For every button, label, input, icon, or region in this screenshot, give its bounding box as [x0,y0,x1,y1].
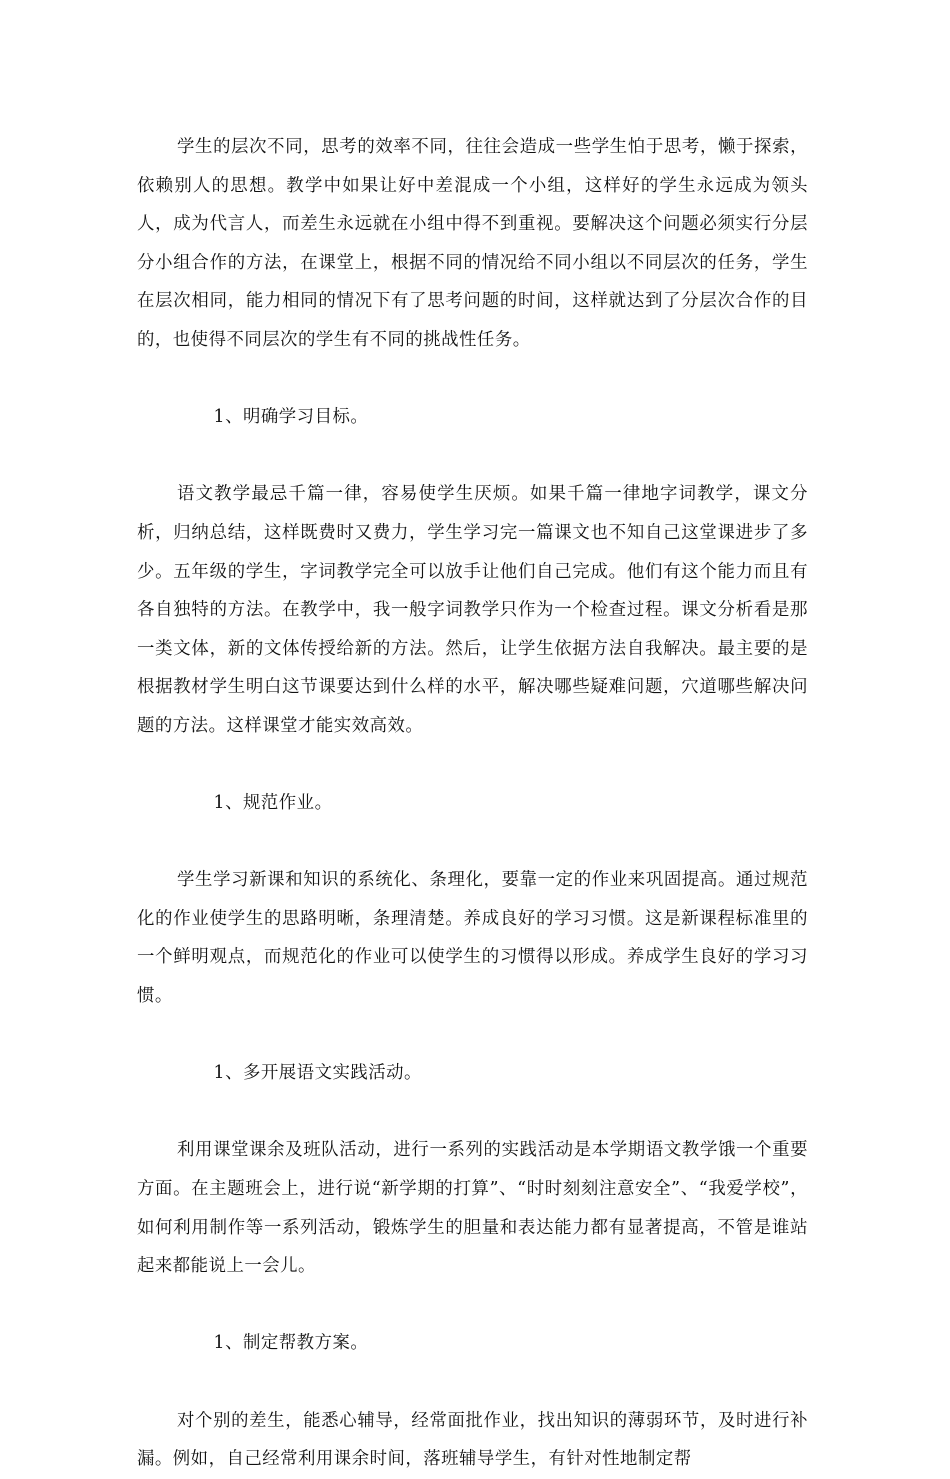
heading-clear-learning-goals: 1、明确学习目标。 [213,407,369,428]
heading-tutoring-plan: 1、制定帮教方案。 [213,1333,369,1354]
paragraph-spacer [137,1363,808,1402]
paragraph-spacer [137,360,808,399]
heading-practice-activities: 1、多开展语文实践活动。 [213,1063,422,1084]
paragraph-spacer [137,746,808,785]
paragraph-homework: 学生学习新课和知识的系统化、条理化，要靠一定的作业来巩固提高。通过规范化的作业使学生的思路明晰，条理清楚。养成良好的学习习惯。这是新课程标准里的一个鲜明观点，而规范化的作业可以使学生的习惯得以形成。养成学生良好的学习习惯。 [137,870,808,1007]
paragraph-spacer [137,1286,808,1325]
paragraph-activities: 利用课堂课余及班队活动，进行一系列的实践活动是本学期语文教学饿一个重要方面。在主题班会上，进行说“新学期的打算”、“时时刻刻注意安全”、“我爱学校”，如何利用制作等一系列活动，锻炼学生的胆量和表达能力都有显著提高，不管是谁站起来都能说上一会儿。 [137,1140,808,1277]
paragraph-tutoring: 对个别的差生，能悉心辅导，经常面批作业，找出知识的薄弱环节，及时进行补漏。例如，自己经常利用课余时间，落班辅导学生，有针对性地制定帮 [137,1410,808,1470]
heading-standardize-homework: 1、规范作业。 [213,793,333,814]
document-body [137,128,808,1479]
paragraph-spacer [137,1016,808,1055]
paragraph-spacer [137,1093,808,1132]
paragraph-spacer [137,437,808,476]
paragraph-chinese-teaching: 语文教学最忌千篇一律，容易使学生厌烦。如果千篇一律地字词教学，课文分析，归纳总结，这样既费时又费力，学生学习完一篇课文也不知自己这堂课进步了多少。五年级的学生，字词教学完全可以放手让他们自己完成。他们有这个能力而且有各自独特的方法。在教学中，我一般字词教学只作为一个检查过程。课文分析看是那一类文体，新的文体传授给新的方法。然后，让学生依据方法自我解决。最主要的是根据教材学生明白这节课要达到什么样的水平，解决哪些疑难问题，穴道哪些解决问题的方法。这样课堂才能实效高效。 [137,484,808,736]
paragraph-spacer [137,823,808,862]
paragraph-grouping-by-level: 学生的层次不同，思考的效率不同，往往会造成一些学生怕于思考，懒于探索，依赖别人的思想。教学中如果让好中差混成一个小组，这样好的学生永远成为领头人，成为代言人，而差生永远就在小组中得不到重视。要解决这个问题必须实行分层分小组合作的方法，在课堂上，根据不同的情况给不同小组以不同层次的任务，学生在层次相同，能力相同的情况下有了思考问题的时间，这样就达到了分层次合作的目的，也使得不同层次的学生有不同的挑战性任务。 [137,137,808,350]
